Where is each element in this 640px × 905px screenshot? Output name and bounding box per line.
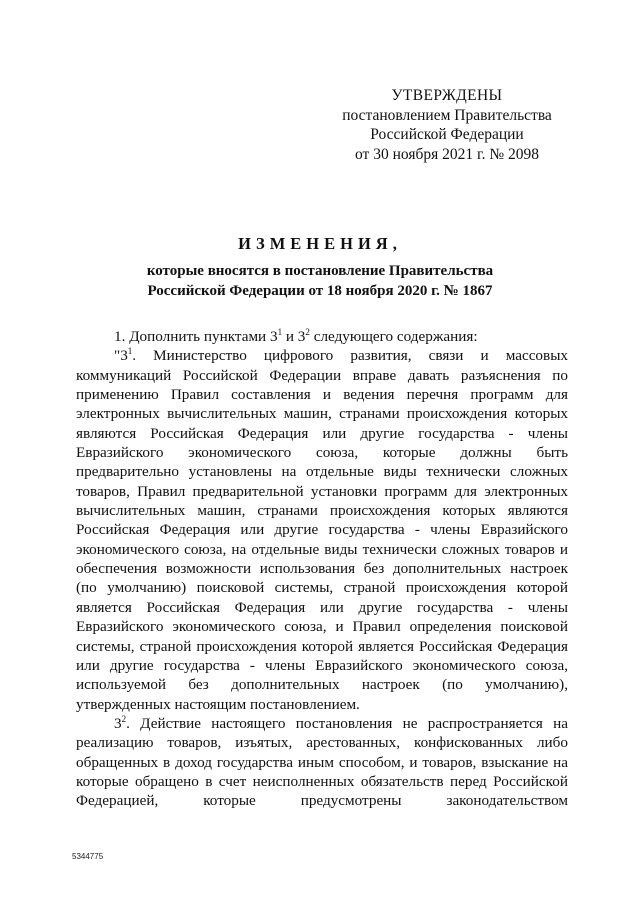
approval-line-1: постановлением Правительства [342,106,552,124]
paragraph-1 [76,327,568,346]
superscript-1: 1 [277,326,283,337]
paragraph-3-1 [76,346,568,714]
clause-3-2-text: . Действие настоящего постановления не распространяется на реализацию товаров, изъятых, арестованных, конфискованных либо обращенных в доход государства иным способом, и товаров, взыскание на которые обращено в счет неисполненных обязательств перед Российской Федерацией, которые предусмотрены законодательством [76,714,568,810]
subtitle-line-1: которые вносятся в постановление Правительства [146,263,494,279]
approval-date-number: от 30 ноября 2021 г. № 2098 [355,145,539,163]
approval-block [332,86,562,164]
clause-3-2-superscript: 2 [121,713,127,724]
paragraph-1-text-b: и 3 [282,328,306,345]
clause-3-2-number: 3 [114,714,122,732]
clause-3-1-superscript: 1 [127,346,133,357]
subtitle-line-2: Российской Федерации от 18 ноября 2020 г. № 1867 [147,282,493,299]
document-code: 5344775 [72,852,104,861]
document-body [76,327,568,811]
clause-3-1-number: "3 [114,347,128,365]
document-title: ИЗМЕНЕНИЯ, [238,234,402,253]
paragraph-1-text-a: 1. Дополнить пунктами 3 [114,328,278,345]
paragraph-3-2 [76,714,568,811]
paragraph-1-text-c: следующего содержания: [309,328,478,345]
superscript-2: 2 [305,326,310,337]
approval-line-2: Российской Федерации [370,126,524,143]
clause-3-1-text: . Министерство цифрового развития, связи и массовых коммуникаций Российской Федерации вправе давать разъяснения по применению Правил составления и ведения перечня программ для электронных вычислительных машин, странами происхождения которых являются Российская Федерация или другие государства - члены Евразийского экономического союза, которые должны быть предварительно установлены на отдельные виды технически сложных товаров, Правил предварительной установки программ для электронных вычислительных машин, странами происхождения которых являются Российская Федерация или другие государства - члены Евразийского экономического союза, на отдельные виды технически сложных товаров и обеспечения возможности использования без дополнительных настроек (по умолчанию) поисковой системы, страной происхождения которой является Российская Федерация или другие государства - члены Евразийского экономического союза, и Правил определения поисковой системы, страной происхождения которой является Российская Федерация или другие государства - члены Евразийского экономического союза, используемой без дополнительных настроек (по умолчанию), утвержденных настоящим постановлением. [76,347,568,713]
document-subtitle [0,262,640,301]
approval-stamp-title: УТВЕРЖДЕНЫ [391,87,503,104]
